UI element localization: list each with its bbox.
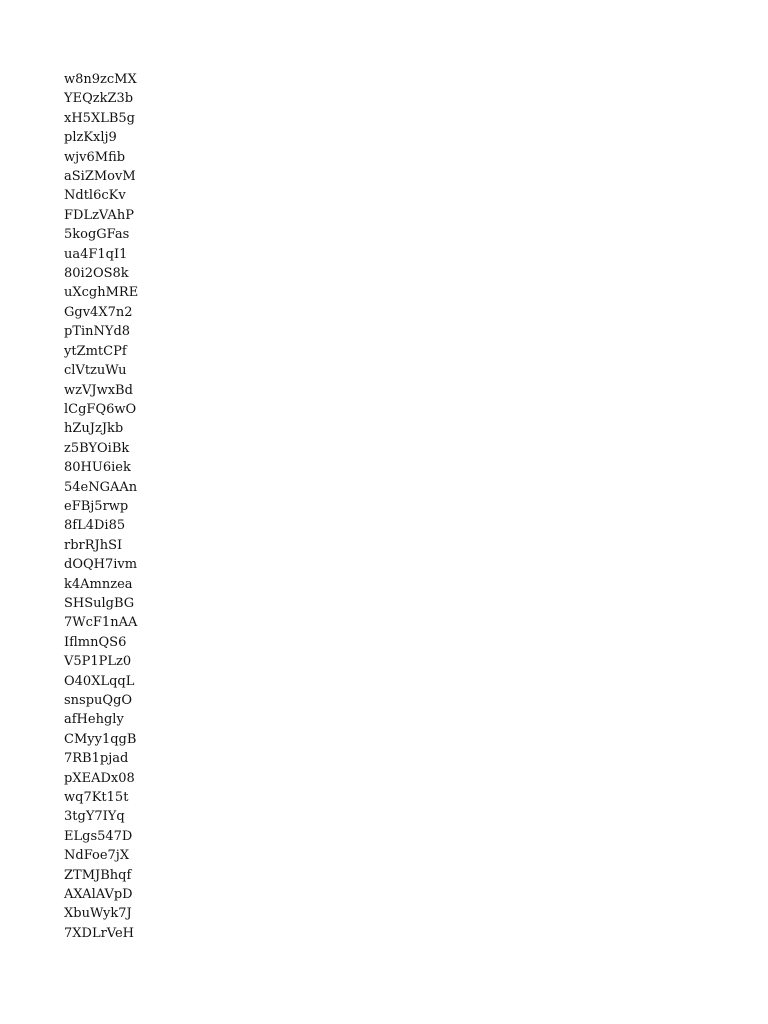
code-line: clVtzuWu bbox=[64, 363, 127, 379]
code-line: 5kogGFas bbox=[64, 227, 130, 243]
code-list bbox=[64, 70, 138, 943]
code-line: afHehgly bbox=[64, 712, 124, 728]
code-line: hZuJzJkb bbox=[64, 421, 124, 437]
code-line: ELgs547D bbox=[64, 828, 133, 844]
code-line: snspuQgO bbox=[64, 693, 133, 708]
code-line: AXAlAVpD bbox=[64, 887, 133, 903]
code-line: SHSulgBG bbox=[64, 595, 135, 611]
code-line: XbuWyk7J bbox=[64, 906, 132, 922]
code-line: wq7Kt15t bbox=[64, 790, 129, 806]
code-line: ytZmtCPf bbox=[64, 343, 127, 359]
code-line: aSiZMovM bbox=[64, 169, 136, 185]
code-line: w8n9zcMX bbox=[64, 72, 137, 87]
code-line: wzVJwxBd bbox=[64, 382, 133, 398]
code-line: dOQH7ivm bbox=[64, 557, 138, 573]
code-line: pTinNYd8 bbox=[64, 324, 131, 340]
code-line: xH5XLB5g bbox=[64, 110, 135, 126]
code-line: 7RB1pjad bbox=[64, 751, 129, 767]
code-line: Ndtl6cKv bbox=[64, 188, 126, 204]
code-line: 80HU6iek bbox=[64, 460, 131, 476]
code-line: rbrRJhSI bbox=[64, 537, 123, 553]
code-line: CMyy1qgB bbox=[64, 731, 137, 747]
code-line: 7WcF1nAA bbox=[64, 615, 138, 631]
code-line: O40XLqqL bbox=[64, 673, 135, 689]
code-line: pXEADx08 bbox=[64, 770, 135, 786]
code-line: 8fL4Di85 bbox=[64, 518, 126, 534]
code-line: NdFoe7jX bbox=[64, 848, 130, 864]
code-line: plzKxlj9 bbox=[64, 130, 117, 146]
code-line: Ggv4X7n2 bbox=[64, 304, 133, 320]
code-line: V5P1PLz0 bbox=[64, 654, 132, 670]
code-line: 80i2OS8k bbox=[64, 266, 129, 282]
code-line: IflmnQS6 bbox=[64, 634, 127, 650]
code-line: z5BYOiBk bbox=[64, 440, 130, 456]
code-line: k4Amnzea bbox=[64, 576, 133, 592]
code-line: uXcghMRE bbox=[64, 285, 139, 301]
code-line: YEQzkZ3b bbox=[64, 91, 134, 107]
code-line: eFBj5rwp bbox=[64, 498, 129, 514]
code-line: wjv6Mfib bbox=[64, 149, 126, 165]
code-line: ua4F1qI1 bbox=[64, 246, 128, 262]
code-line: 7XDLrVeH bbox=[64, 925, 135, 941]
code-line: 3tgY7IYq bbox=[64, 809, 125, 825]
code-line: ZTMJBhqf bbox=[64, 867, 132, 883]
code-line: 54eNGAAn bbox=[64, 479, 138, 495]
code-line: FDLzVAhP bbox=[64, 207, 134, 223]
code-line: lCgFQ6wO bbox=[64, 401, 137, 417]
